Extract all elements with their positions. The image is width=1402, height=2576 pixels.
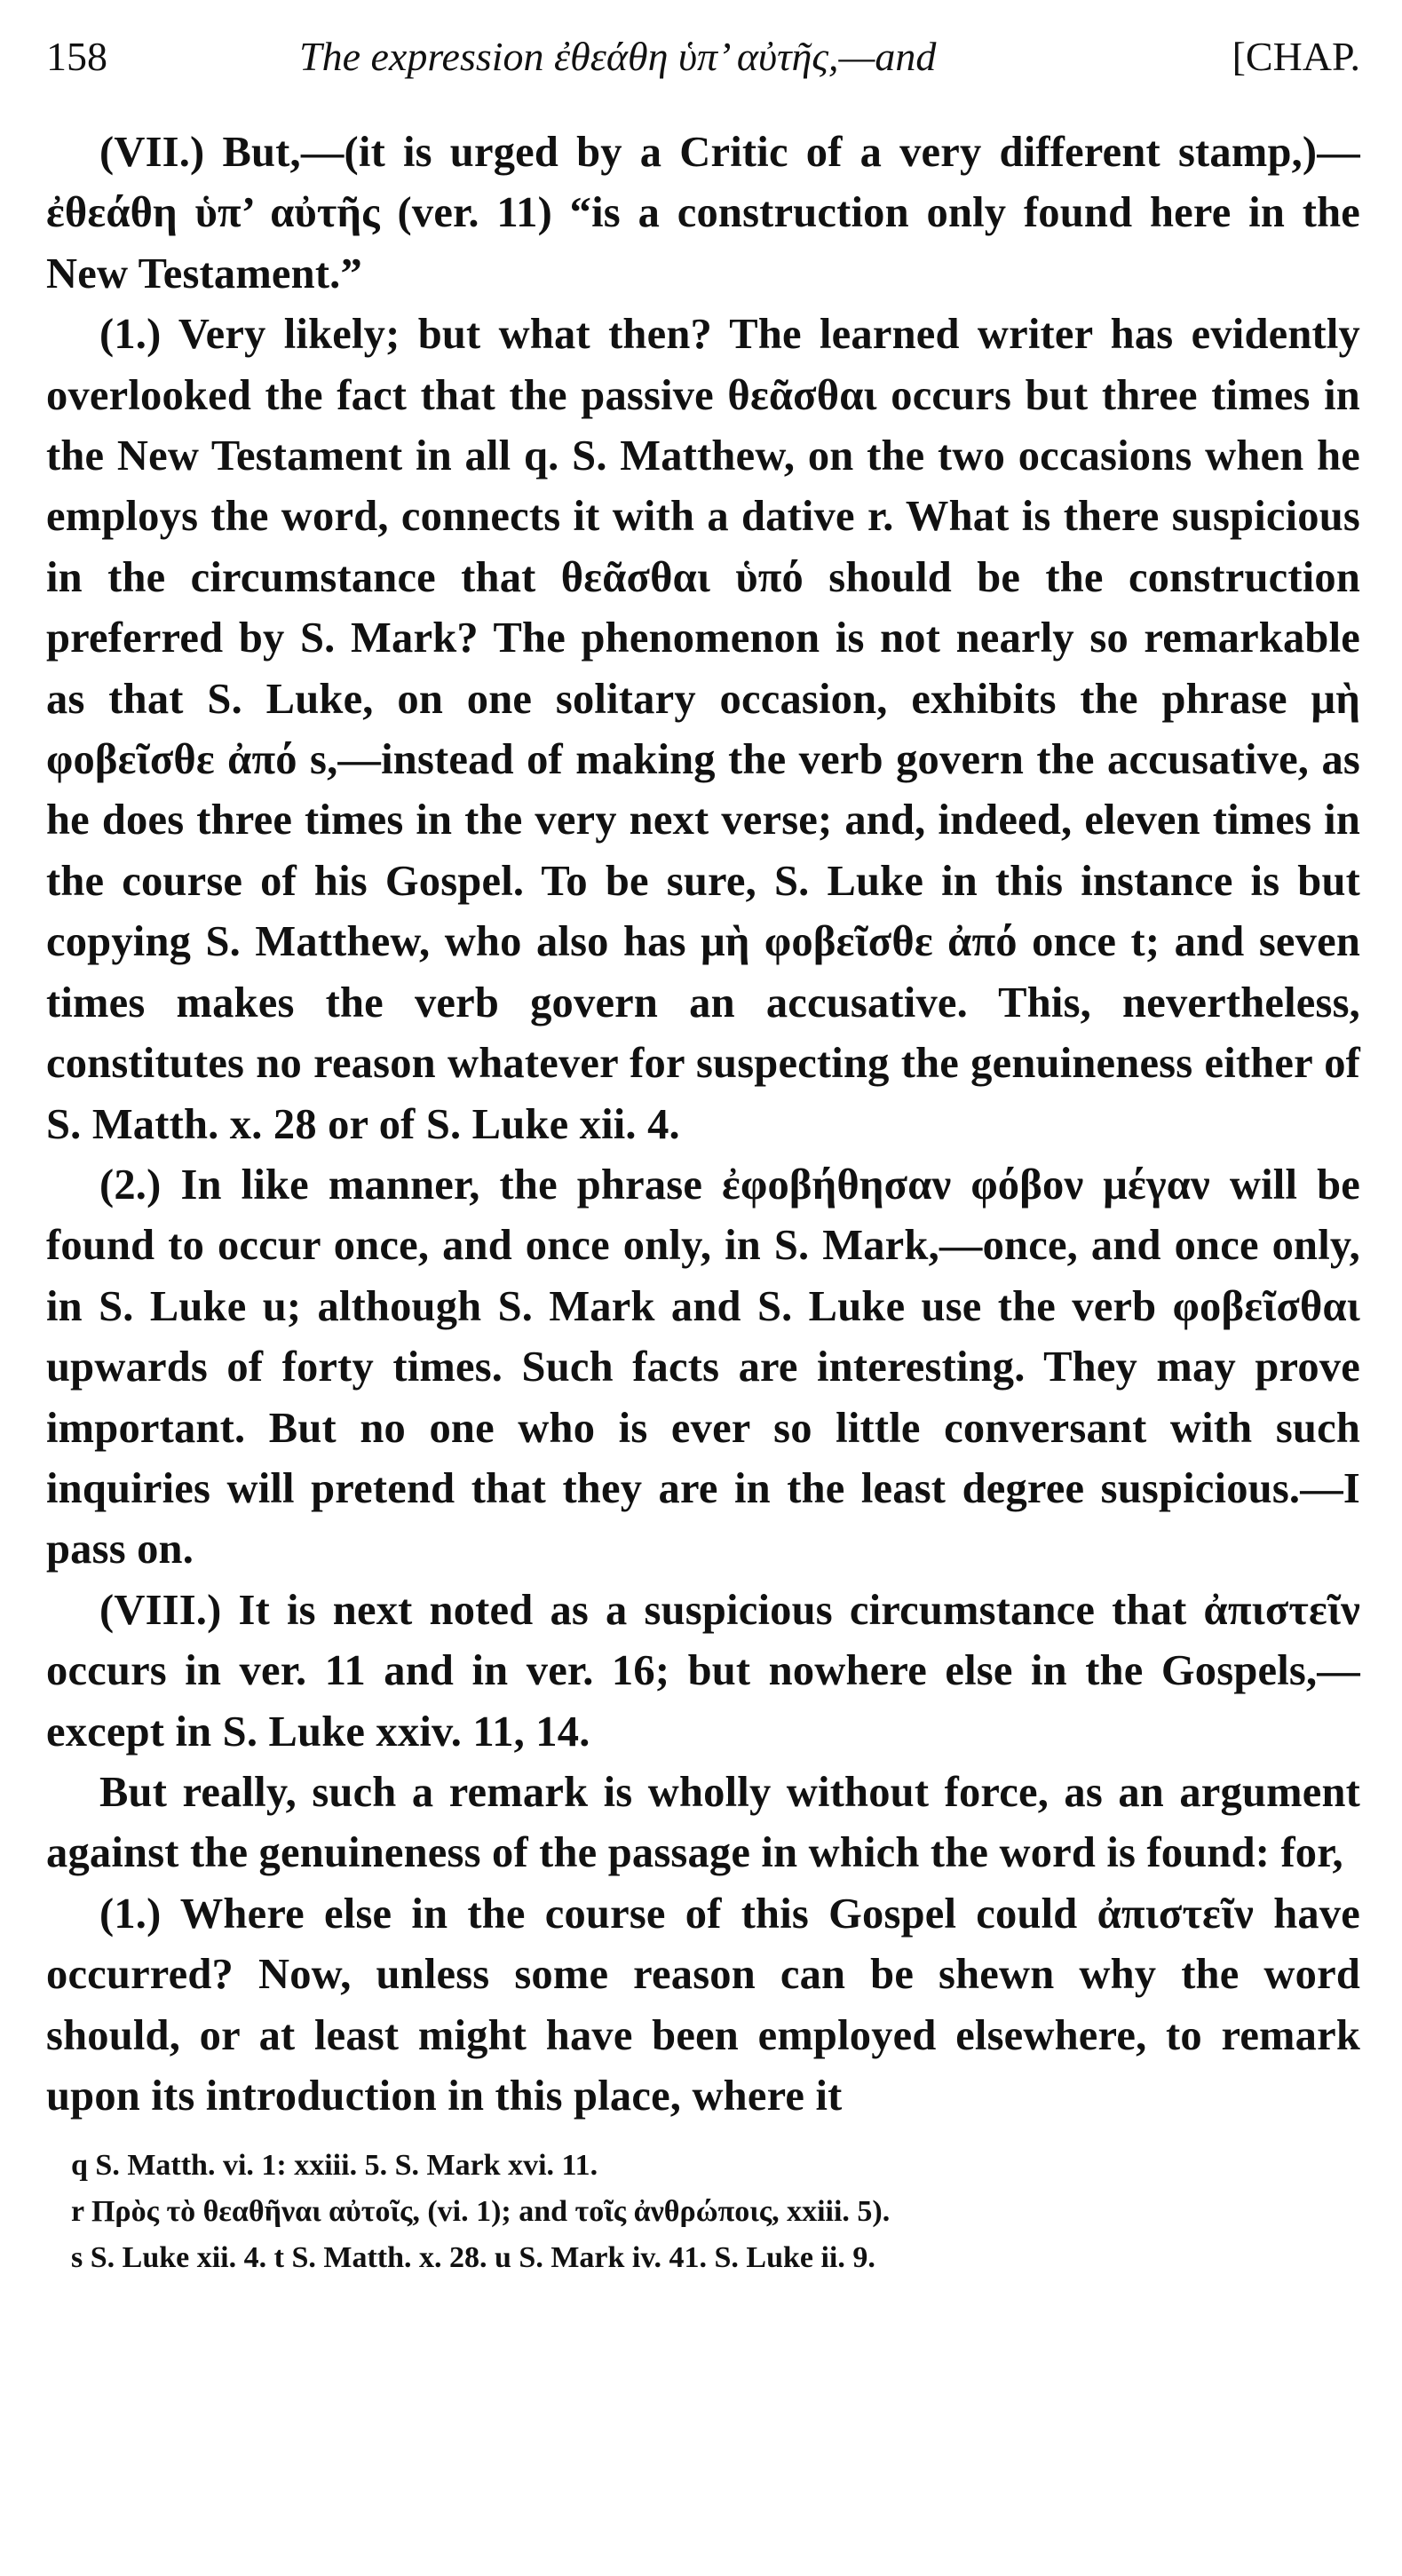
- page: [46, 25, 1360, 2281]
- footnotes: [46, 2143, 1360, 2281]
- paragraph: (2.) In like manner, the phrase ἐφοβήθησαν φόβον μέγαν will be found to occur once, and once only, in S. Mark,—once, and once only, in S. Luke u; although S. Mark and S. Luke use the verb φοβεῖσθαι upwards of forty times. Such facts are interesting. They may prove important. But no one who is ever so little conversant with such inquiries will pretend that they are in the least degree suspicious.—I pass on.: [46, 1161, 1360, 1573]
- chapter-label: [CHAP.: [1232, 34, 1360, 79]
- page-number: 158: [46, 34, 107, 79]
- running-head: [46, 25, 1360, 89]
- running-title: The expression ἐθεάθη ὑπ’ αὐτῆς,—and: [299, 34, 937, 79]
- footnote: s S. Luke xii. 4. t S. Matth. x. 28. u S. Mark iv. 41. S. Luke ii. 9.: [71, 2241, 875, 2275]
- paragraph: (VIII.) It is next noted as a suspicious circumstance that ἀπιστεῖν occurs in ver. 11 and in ver. 16; but nowhere else in the Gospels,—except in S. Luke xxiv. 11, 14.: [46, 1586, 1360, 1756]
- footnote: r Πρὸς τὸ θεαθῆναι αὐτοῖς, (vi. 1); and τοῖς ἀνθρώποις, xxiii. 5).: [71, 2195, 891, 2229]
- paragraph: But really, such a remark is wholly without force, as an argument against the genuineness of the passage in which the word is found: for,: [46, 1768, 1360, 1877]
- body-text: [46, 123, 1360, 2127]
- paragraph: (1.) Very likely; but what then? The learned writer has evidently overlooked the fact that the passive θεᾶσθαι occurs but three times in the New Testament in all q. S. Matthew, on the two occasions when he employs the word, connects it with a dative r. What is there suspicious in the circumstance that θεᾶσθαι ὑπό should be the construction preferred by S. Mark? The phenomenon is not nearly so remarkable as that S. Luke, on one solitary occasion, exhibits the phrase μὴ φοβεῖσθε ἀπό s,—instead of making the verb govern the accusative, as he does three times in the very next verse; and, indeed, eleven times in the course of his Gospel. To be sure, S. Luke in this instance is but copying S. Matthew, who also has μὴ φοβεῖσθε ἀπό once t; and seven times makes the verb govern an accusative. This, nevertheless, constitutes no reason whatever for suspecting the genuineness either of S. Matth. x. 28 or of S. Luke xii. 4.: [46, 311, 1360, 1148]
- footnote: q S. Matth. vi. 1: xxiii. 5. S. Mark xvi. 11.: [71, 2149, 598, 2183]
- paragraph: (1.) Where else in the course of this Gospel could ἀπιστεῖν have occurred? Now, unless some reason can be shewn why the word should, or at least might have been employed elsewhere, to remark upon its introduction in this place, where it: [46, 1890, 1360, 2120]
- paragraph: (VII.) But,—(it is urged by a Critic of a very different stamp,)—ἐθεάθη ὑπ’ αὐτῆς (ver. 11) “is a construction only found here in the New Testament.”: [46, 129, 1360, 297]
